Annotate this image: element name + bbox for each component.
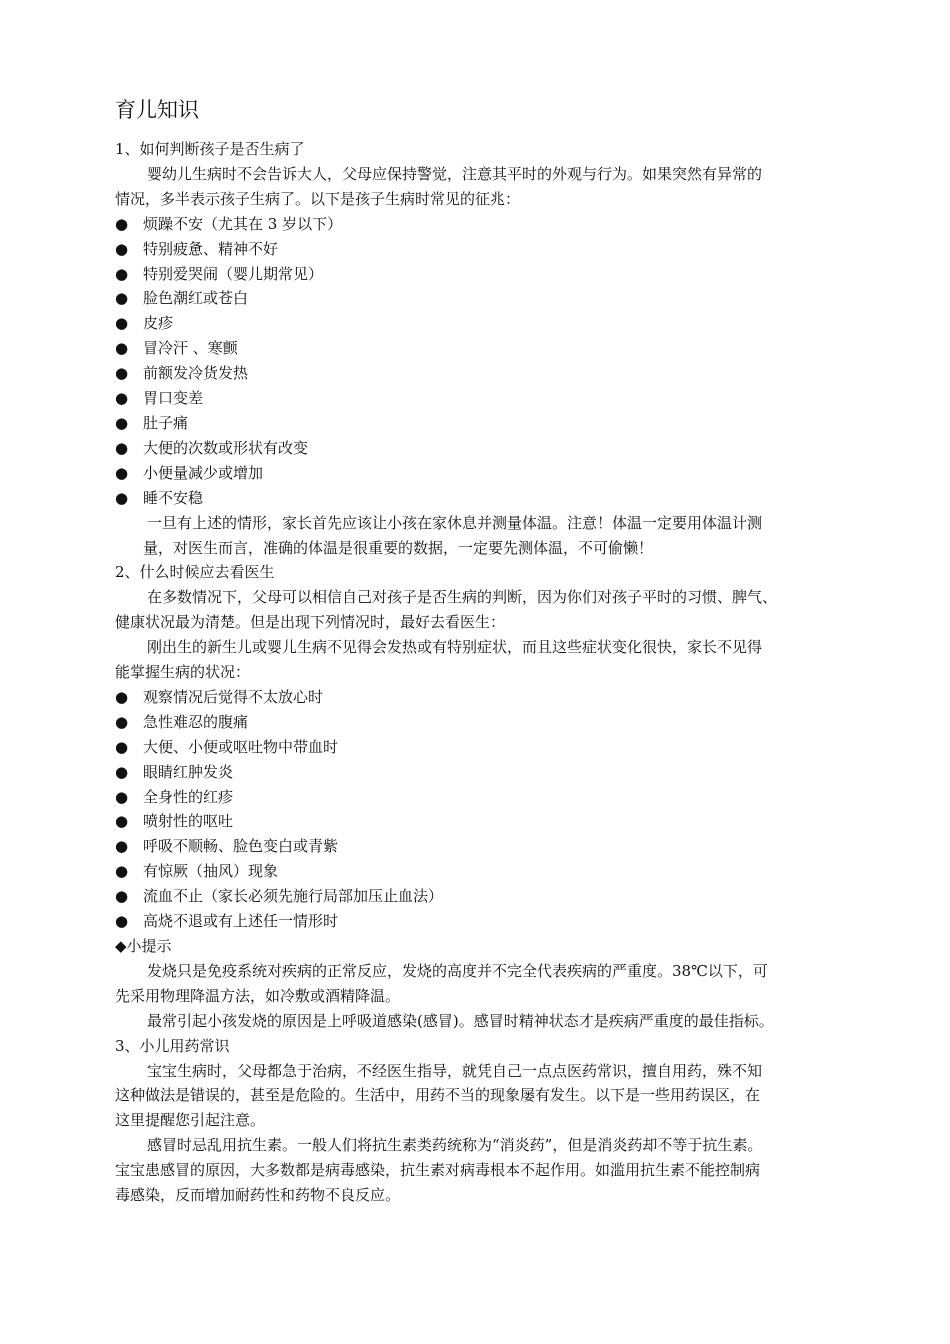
section-2-p2-line-2: 能掌握生病的状况： [115, 663, 251, 682]
bullet-icon: ● [115, 837, 129, 856]
page-title: 育儿知识 [115, 98, 199, 122]
list-item: ● 特别疲惫、精神不好 [115, 237, 840, 262]
bullet-icon: ● [115, 737, 129, 756]
bullet-icon: ● [115, 364, 129, 383]
bullet-icon: ● [115, 314, 129, 333]
section-3-p2-line-1: 感冒时忌乱用抗生素。一般人们将抗生素类药统称为“消炎药”，但是消炎药却不等于抗生素。 [147, 1136, 763, 1155]
list-item: ● 眼睛红肿发炎 [115, 760, 840, 785]
list-item: ● 特别爱哭闹（婴儿期常见） [115, 262, 840, 287]
bullet-icon: ● [115, 762, 129, 781]
bullet-icon: ● [115, 413, 129, 432]
list-item: ● 大便的次数或形状有改变 [115, 436, 840, 461]
list-item: ● 急性难忍的腹痛 [115, 710, 840, 735]
list-item: ● 观察情况后觉得不太放心时 [115, 685, 840, 710]
section-1-outro-line-1: 一旦有上述的情形，家长首先应该让小孩在家休息并测量体温。注意！体温一定要用体温计测 [147, 513, 763, 532]
bullet-icon: ● [115, 687, 129, 706]
section-1-intro-line-2: 情况，多半表示孩子生病了。以下是孩子生病时常见的征兆： [115, 189, 521, 208]
bullet-icon: ● [115, 463, 129, 482]
section-1-heading: 1、如何判断孩子是否生病了 [115, 140, 305, 158]
bullet-icon: ● [115, 438, 129, 457]
bullet-icon: ● [115, 264, 129, 283]
list-item: ● 大便、小便或呕吐物中带血时 [115, 735, 840, 760]
list-item: ● 前额发冷货发热 [115, 361, 840, 386]
section-2-p1-line-2: 健康状况最为清楚。但是出现下列情况时，最好去看医生： [115, 613, 506, 632]
list-item: ● 小便量减少或增加 [115, 461, 840, 486]
list-item: ● 胃口变差 [115, 386, 840, 411]
list-item: ● 睡不安稳 [115, 486, 840, 511]
bullet-icon: ● [115, 289, 129, 308]
list-item: ● 冒冷汗 、寒颤 [115, 336, 840, 361]
list-item: ● 喷射性的呕吐 [115, 809, 840, 834]
bullet-icon: ● [115, 912, 129, 931]
section-1-intro-line-1: 婴幼儿生病时不会告诉大人，父母应保持警觉，注意其平时的外观与行为。如果突然有异常的 [147, 164, 763, 183]
doctor-visit-list [115, 685, 840, 934]
tip-p2-line-1: 最常引起小孩发烧的原因是上呼吸道感染(感冒)。感冒时精神状态才是疾病严重度的最佳指标。 [147, 1011, 774, 1030]
list-item: ● 肚子痛 [115, 411, 840, 436]
bullet-icon: ● [115, 488, 129, 507]
bullet-icon: ● [115, 389, 129, 408]
list-item: ● 有惊厥（抽风）现象 [115, 859, 840, 884]
list-item: ● 流血不止（家长必须先施行局部加压止血法） [115, 884, 840, 909]
list-item: ● 高烧不退或有上述任一情形时 [115, 909, 840, 934]
bullet-icon: ● [115, 787, 129, 806]
bullet-icon: ● [115, 214, 129, 233]
list-item: ● 全身性的红疹 [115, 785, 840, 810]
tip-label: ◆小提示 [115, 937, 172, 955]
section-2-p2-line-1: 刚出生的新生儿或婴儿生病不见得会发热或有特别症状，而且这些症状变化很快，家长不见得 [147, 638, 763, 657]
section-3-p1-line-1: 宝宝生病时，父母都急于治病，不经医生指导，就凭自己一点点医药常识，擅自用药，殊不知 [147, 1061, 763, 1080]
section-3-p1-line-3: 这里提醒您引起注意。 [115, 1111, 266, 1130]
tip-p1-line-1: 发烧只是免疫系统对疾病的正常反应，发烧的高度并不完全代表疾病的严重度。38℃以下，可 [147, 961, 768, 980]
section-3-p2-line-3: 毒感染，反而增加耐药性和药物不良反应。 [115, 1186, 401, 1205]
section-3-p1-line-2: 这种做法是错误的，甚至是危险的。生活中，用药不当的现象屡有发生。以下是一些用药误区，在 [115, 1086, 761, 1105]
section-2-p1-line-1: 在多数情况下，父母可以相信自己对孩子是否生病的判断，因为你们对孩子平时的习惯、脾气、 [147, 588, 778, 607]
list-item: ● 皮疹 [115, 311, 840, 336]
tip-p1-line-2: 先采用物理降温方法，如冷敷或酒精降温。 [115, 986, 401, 1005]
section-3-p2-line-2: 宝宝患感冒的原因，大多数都是病毒感染，抗生素对病毒根本不起作用。如滥用抗生素不能控制病 [115, 1161, 761, 1180]
bullet-icon: ● [115, 812, 129, 831]
list-item: ● 脸色潮红或苍白 [115, 286, 840, 311]
bullet-icon: ● [115, 862, 129, 881]
bullet-icon: ● [115, 887, 129, 906]
section-2-heading: 2、什么时候应去看医生 [115, 563, 275, 582]
bullet-icon: ● [115, 239, 129, 258]
bullet-icon: ● [115, 712, 129, 731]
section-1-outro-line-2: 量，对医生而言，准确的体温是很重要的数据，一定要先测体温，不可偷懒！ [143, 538, 654, 557]
list-item: ● 烦躁不安（尤其在 3 岁以下） [115, 212, 840, 237]
symptom-list [115, 212, 840, 511]
section-3-heading: 3、小儿用药常识 [115, 1036, 230, 1055]
document-page [115, 95, 840, 1208]
bullet-icon: ● [115, 339, 129, 358]
list-item: ● 呼吸不顺畅、脸色变白或青紫 [115, 834, 840, 859]
